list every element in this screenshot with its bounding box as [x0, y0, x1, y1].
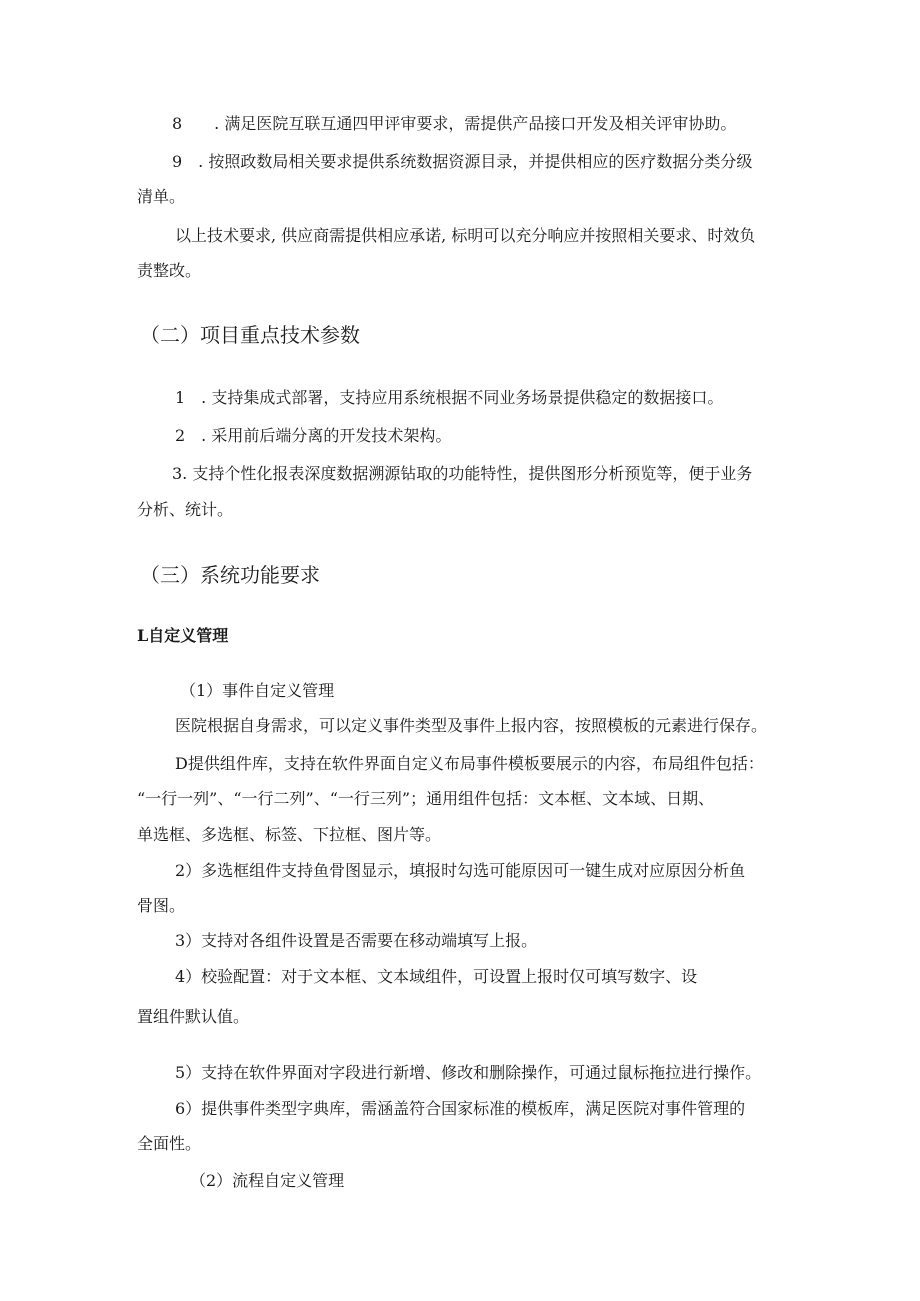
commitment-paragraph: 以上技术要求, 供应商需提供相应承诺, 标明可以充分响应并按照相关要求、时效负	[175, 226, 756, 245]
param-item-1: 1 . 支持集成式部署，支持应用系统根据不同业务场景提供稳定的数据接口。	[175, 388, 724, 407]
commitment-paragraph-continued: 责整改。	[137, 261, 202, 280]
event-item-2: 2）多选框组件支持鱼骨图显示，填报时勾选可能原因可一键生成对应原因分析鱼	[175, 861, 746, 880]
sub-heading-custom-management: L自定义管理	[137, 626, 229, 645]
sub-title-process-custom-management: （2）流程自定义管理	[190, 1171, 345, 1190]
param-item-3-continued: 分析、统计。	[137, 500, 234, 519]
event-item-4: 4）校验配置：对于文本框、文本域组件，可设置上报时仅可填写数字、设	[175, 967, 698, 986]
sub-title-event-custom-management: （1）事件自定义管理	[180, 681, 335, 700]
param-item-2: 2 . 采用前后端分离的开发技术架构。	[175, 426, 452, 445]
event-item-2-continued: 骨图。	[137, 896, 186, 915]
item-9: 9 . 按照政数局相关要求提供系统数据资源目录，并提供相应的医疗数据分类分级	[172, 152, 753, 171]
event-item-6-continued: 全面性。	[137, 1134, 202, 1153]
event-item-1-continued-2: 单选框、多选框、标签、下拉框、图片等。	[137, 825, 442, 844]
event-item-3: 3）支持对各组件设置是否需要在移动端填写上报。	[175, 931, 538, 950]
item-9-continued: 清单。	[137, 187, 186, 206]
event-item-6: 6）提供事件类型字典库，需涵盖符合国家标准的模板库，满足医院对事件管理的	[175, 1099, 746, 1118]
item-8: 8 . 满足医院互联互通四甲评审要求，需提供产品接口开发及相关评审协助。	[172, 114, 737, 133]
event-item-1: D提供组件库，支持在软件界面自定义布局事件模板要展示的内容，布局组件包括：	[175, 754, 764, 773]
section-heading-system-functions: （三）系统功能要求	[140, 563, 320, 587]
section-heading-technical-parameters: （二）项目重点技术参数	[140, 323, 360, 347]
event-item-1-continued: “一行一列”、“一行二列”、“一行三列”；通用组件包括：文本框、文本域、日期、	[137, 789, 715, 808]
event-item-5: 5）支持在软件界面对字段进行新增、修改和删除操作，可通过鼠标拖拉进行操作。	[175, 1063, 762, 1082]
event-para-1: 医院根据自身需求，可以定义事件类型及事件上报内容，按照模板的元素进行保存。	[175, 716, 768, 735]
event-item-4-continued: 置组件默认值。	[137, 1007, 250, 1026]
param-item-3: 3. 支持个性化报表深度数据溯源钻取的功能特性，提供图形分析预览等，便于业务	[172, 464, 753, 483]
